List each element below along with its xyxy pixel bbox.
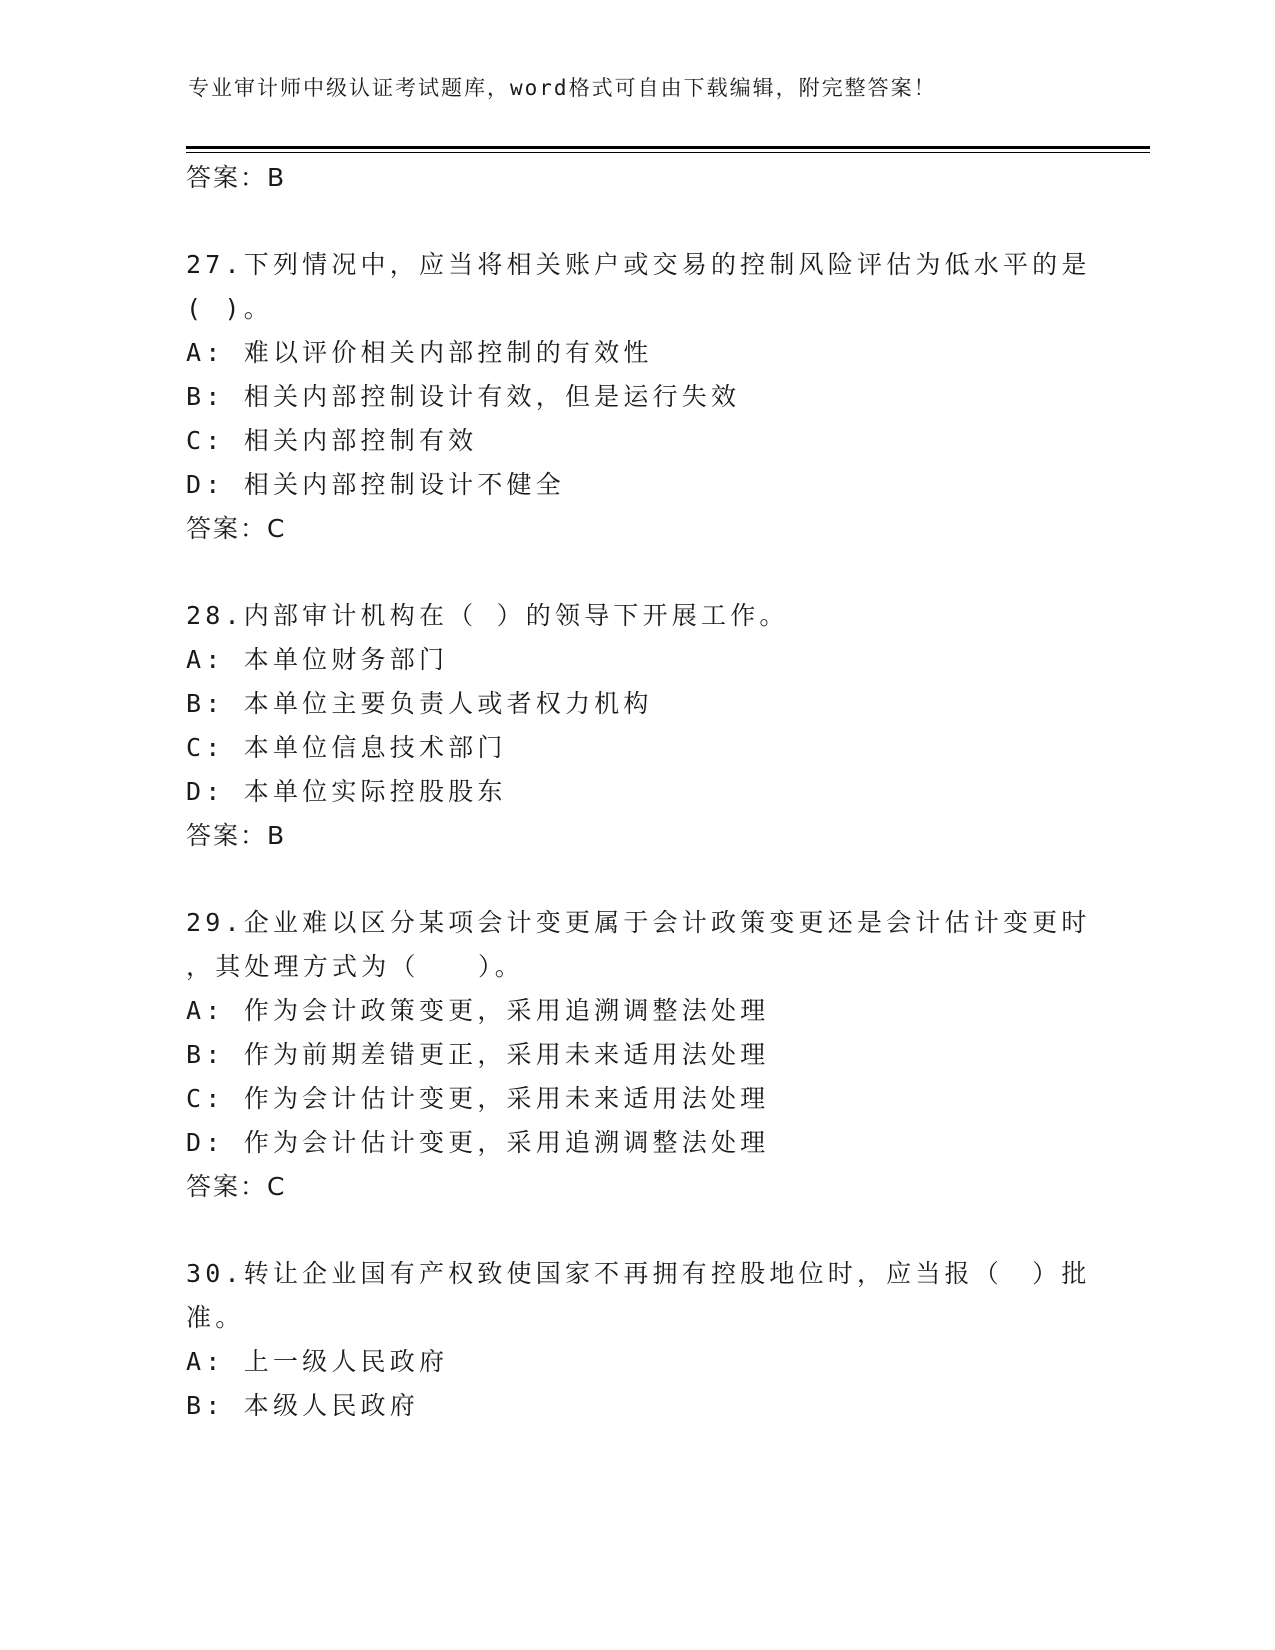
question-28-option-a: A: 本单位财务部门 bbox=[186, 645, 449, 674]
header-rule-thin bbox=[186, 152, 1150, 153]
question-27-stem: 27.下列情况中，应当将相关账户或交易的控制风险评估为低水平的是 bbox=[186, 250, 1091, 279]
previous-answer: 答案：B bbox=[186, 163, 287, 192]
question-29-answer: 答案：C bbox=[186, 1172, 287, 1201]
question-28-option-c: C: 本单位信息技术部门 bbox=[186, 733, 507, 762]
question-27-option-d: D: 相关内部控制设计不健全 bbox=[186, 470, 565, 499]
question-29-option-c: C: 作为会计估计变更，采用未来适用法处理 bbox=[186, 1084, 770, 1113]
question-28-answer: 答案：B bbox=[186, 821, 287, 850]
page-header: 专业审计师中级认证考试题库，word格式可自由下载编辑，附完整答案！ bbox=[188, 76, 937, 100]
question-29-stem: 29.企业难以区分某项会计变更属于会计政策变更还是会计估计变更时 bbox=[186, 908, 1091, 937]
question-29-option-b: B: 作为前期差错更正，采用未来适用法处理 bbox=[186, 1040, 770, 1069]
question-27-stem-cont: ( )。 bbox=[186, 294, 273, 323]
question-29-stem-cont: ，其处理方式为（ ）。 bbox=[186, 952, 524, 981]
question-28-option-d: D: 本单位实际控股股东 bbox=[186, 777, 507, 806]
question-30-stem-cont: 准。 bbox=[186, 1303, 245, 1332]
question-30-option-b: B: 本级人民政府 bbox=[186, 1391, 419, 1420]
question-30-stem: 30.转让企业国有产权致使国家不再拥有控股地位时，应当报（ ）批 bbox=[186, 1259, 1091, 1288]
question-27-option-c: C: 相关内部控制有效 bbox=[186, 426, 478, 455]
question-28-option-b: B: 本单位主要负责人或者权力机构 bbox=[186, 689, 653, 718]
question-29-option-d: D: 作为会计估计变更，采用追溯调整法处理 bbox=[186, 1128, 770, 1157]
header-rule bbox=[186, 146, 1150, 149]
question-30-option-a: A: 上一级人民政府 bbox=[186, 1347, 449, 1376]
question-28-stem: 28.内部审计机构在（ ）的领导下开展工作。 bbox=[186, 601, 789, 630]
question-27-option-b: B: 相关内部控制设计有效，但是运行失效 bbox=[186, 382, 741, 411]
question-27-option-a: A: 难以评价相关内部控制的有效性 bbox=[186, 338, 653, 367]
question-27-answer: 答案：C bbox=[186, 514, 287, 543]
question-29-option-a: A: 作为会计政策变更，采用追溯调整法处理 bbox=[186, 996, 770, 1025]
